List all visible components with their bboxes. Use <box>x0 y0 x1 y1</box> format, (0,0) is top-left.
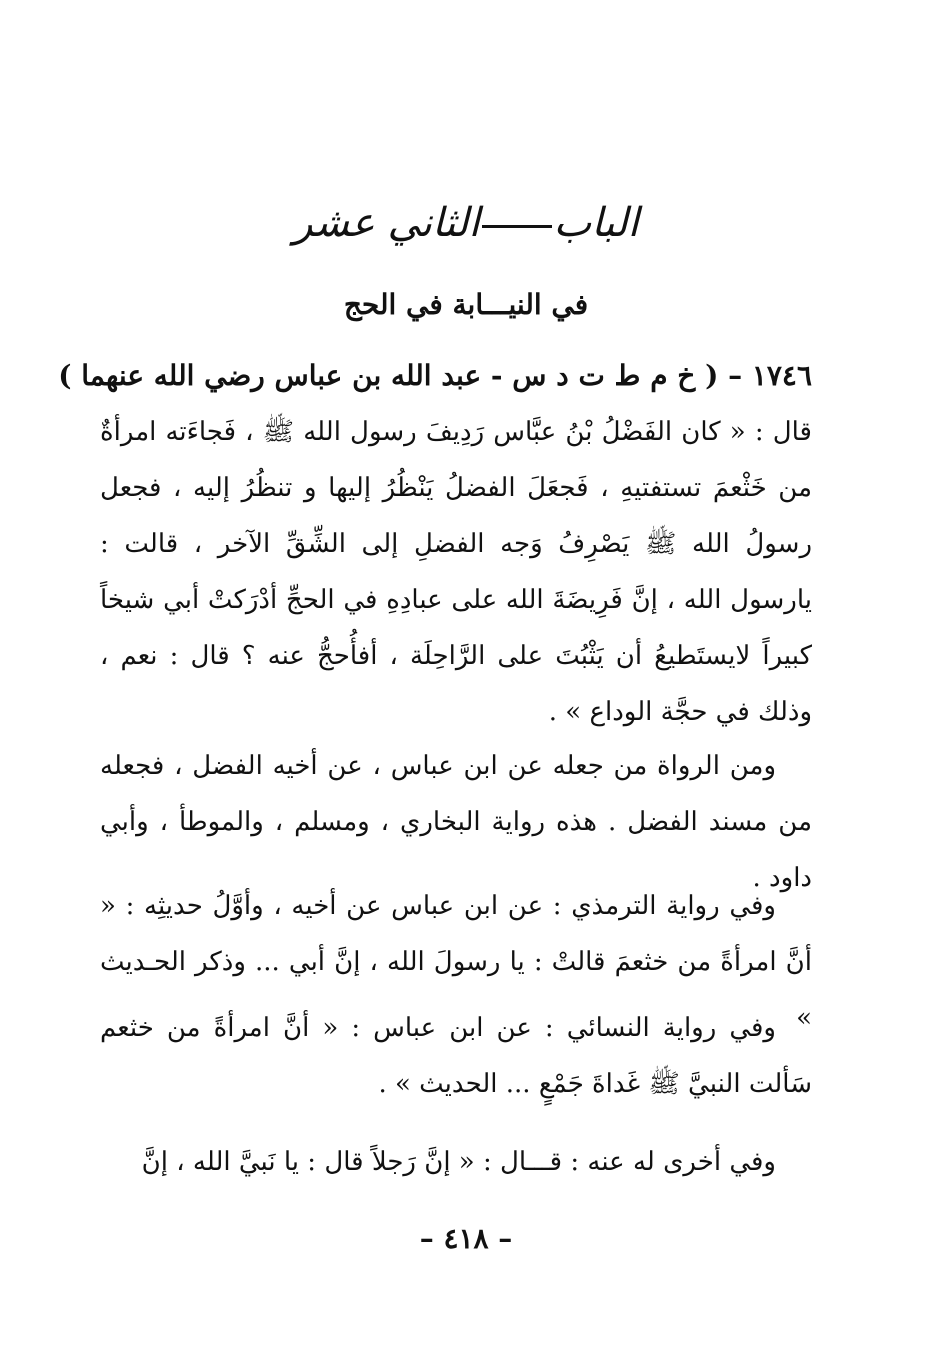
hadith-header: ١٧٤٦ – ( خ م ط ت د س - عبد الله بن عباس رضي الله عنهما ) <box>58 359 812 392</box>
paragraph-nasai: وفي رواية النسائي : عن ابن عباس : « أنَّ امرأةً من خثعم سَألت النبيَّ ﷺ غَداةَ جَمْعٍ ... الحديث » . <box>100 1013 812 1099</box>
chapter-title-end: الثاني عشر <box>293 200 480 246</box>
chapter-title-start: الباب <box>553 200 639 246</box>
paragraph-tirmidhi: وفي رواية الترمذي : عن ابن عباس عن أخيه ، وأوَّلُ حديثِه : « أنَّ امرأةً من خثعمَ قالتْ : يا رسولَ الله ، إنَّ أبي ... وذكر الحـديث » <box>100 891 812 1033</box>
chapter-subtitle: في النيـــابة في الحج <box>343 288 589 321</box>
kashida-stroke <box>482 225 552 228</box>
page-number: – ٤١٨ – <box>419 1222 513 1255</box>
hadith-text: قال : « كان الفَضْلُ بْنُ عبَّاس رَدِيفَ رسول الله ﷺ ، فَجاءَته امرأةٌ من خَثْعمَ تستفتيهِ ، فَجعَلَ الفضلُ يَنْظُرُ إليها و تنظُرُ إليه ، فجعل رسولُ الله ﷺ يَصْرِفُ وَجه الفضلِ إلى الشِّقِّ الآخر ، قالت : يارسول الله ، إنَّ فَرِيضَةَ الله على عبادِهِ في الحجِّ أدْرَكتْ أبي شيخاً كبيراً لايستَطيعُ أن يَثْبُتَ على الرَّاحِلَة ، أفأُحجُّ عنه ؟ قال : نعم ، وذلك في حجَّة الوداع » . <box>100 417 812 727</box>
paragraph-another: وفي أخرى له عنه : قـــال : « إنَّ رَجلاً قال : يا نَبيَّ الله ، إنَّ <box>141 1147 776 1177</box>
chapter-title <box>0 200 932 246</box>
paragraph-narrators: ومن الرواة من جعله عن ابن عباس ، عن أخيه الفضل ، فجعله من مسند الفضل . هذه رواية البخاري ، ومسلم ، والموطأ ، وأبي داود . <box>100 751 812 893</box>
